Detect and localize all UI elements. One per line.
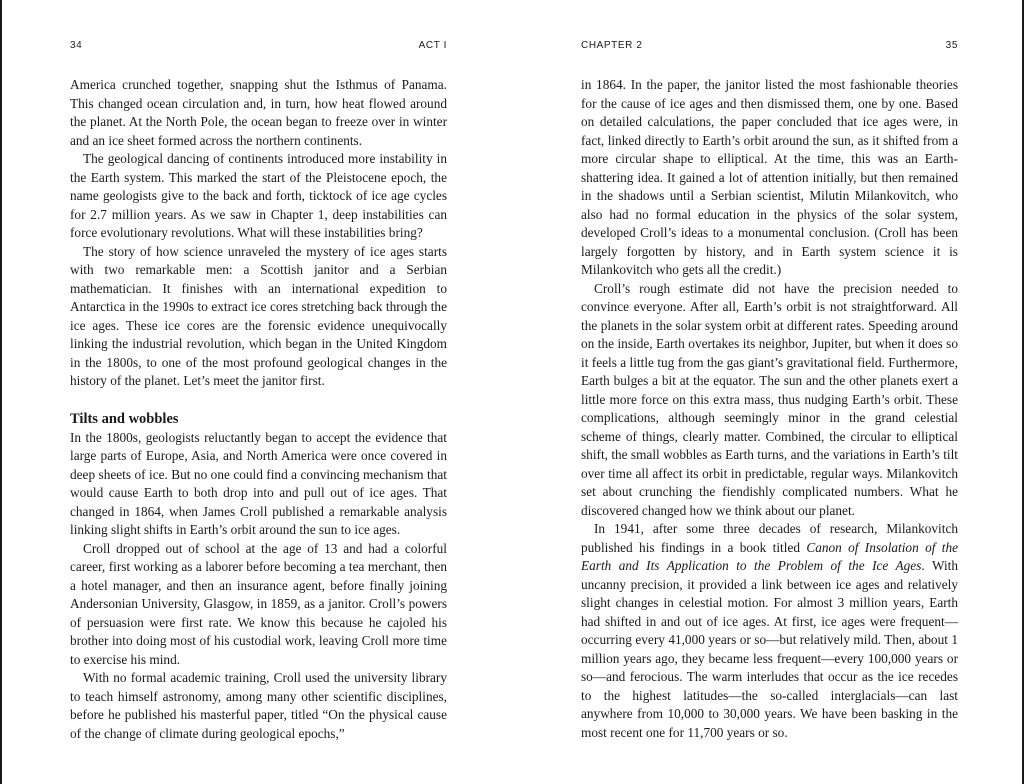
- right-page: [581, 0, 958, 784]
- left-running-head: [70, 40, 447, 54]
- section-heading: Tilts and wobbles: [70, 410, 179, 427]
- paragraph: America crunched together, snapping shut the Isthmus of Panama. This changed ocean circulation and, in turn, how heat flowed around the planet. At the North Pole, the ocean began to freeze over in winter and an ice sheet formed across the northern continents.: [70, 77, 447, 148]
- page-number-left: 34: [70, 40, 83, 51]
- paragraph: With no formal academic training, Croll used the university library to teach himself astronomy, among many other scientific disciplines, before he published his masterful paper, titled “On the physical cause of the change of climate during geological epochs,”: [70, 670, 447, 741]
- running-head-act: ACT I: [418, 40, 447, 51]
- page-number-right: 35: [945, 40, 958, 51]
- paragraph: Croll’s rough estimate did not have the precision needed to convince everyone. After all, Earth’s orbit is not straightforward. All the planets in the solar system orbit at different rates. Speeding around on the inside, Earth overtakes its neighbor, Jupiter, but when it does so it feels a little tug from the gas giant’s gravitational field. Furthermore, Earth bulges a bit at the equator. The sun and the other planets exert a little more force on this extra mass, thus nudging Earth’s orbit. These complications, although seemingly minor in the grand celestial scheme of things, clearly matter. Combined, the circular to elliptical shift, the small wobbles as Earth turns, and the variations in Earth’s tilt over time all affect its orbit in predictable, regular ways. Milankovitch set about crunching the fiendishly complicated numbers. What he discovered changed how we think about our planet.: [581, 280, 958, 518]
- paragraph: The geological dancing of continents introduced more instability in the Earth system. This marked the start of the Pleistocene epoch, the name geologists give to the back and forth, ticktock of ice age cycles for 2.7 million years. As we saw in Chapter 1, deep instabilities can force evolutionary revolutions. What will these instabilities bring?: [70, 151, 447, 240]
- paragraph: Croll dropped out of school at the age of 13 and had a colorful career, first working as a laborer before becoming a tea merchant, then a hotel manager, and then an insurance agent, before finally joining Andersonian University, Glasgow, in 1859, as a janitor. Croll’s powers of persuasion were first rate. We know this because he cajoled his brother into doing most of his custodial work, leaving Croll more time to exercise his mind.: [70, 540, 447, 667]
- right-page-body: [581, 76, 958, 742]
- paragraph: in 1864. In the paper, the janitor listed the most fashionable theories for the cause of ice ages and then dismissed them, one by one. Based on detailed calculations, the paper concluded that ice ages were, in fact, linked directly to Earth’s orbit around the sun, as it shifted from a more circular shape to elliptical. At the time, this was an Earth-shattering idea. It gained a lot of attention initially, but then remained in the shadows until a Serbian scientist, Milutin Milankovitch, who also had no formal education in the physics of the solar system, developed Croll’s ideas to a monumental conclusion. (Croll has been largely forgotten by history, and in Earth system science it is Milankovitch who gets all the credit.): [581, 77, 958, 277]
- paragraph: The story of how science unraveled the mystery of ice ages starts with two remarkable men: a Scottish janitor and a Serbian mathematician. It finishes with an international expedition to Antarctica in the 1990s to extract ice cores stretching back through the ice ages. These ice cores are the forensic evidence unequivocally linking the industrial revolution, which began in the United Kingdom in the 1800s, to one of the most profound geological changes in the history of the planet. Let’s meet the janitor first.: [70, 243, 447, 388]
- left-page: [70, 0, 447, 784]
- paragraph-text: . With uncanny precision, it provided a link between ice ages and relatively slight changes in celestial motion. For almost 3 million years, Earth had shifted in and out of ice ages. At first, ice ages were frequent—occurring every 41,000 years or so—but relatively mild. Then, about 1 million years ago, they became less frequent—every 100,000 years or so—and ferocious. The warm interludes that occur as the ice recedes to the highest latitudes—the so-called interglacials—can last anywhere from 10,000 to 30,000 years. We have been basking in the most recent one for 11,700 years or so.: [581, 558, 959, 740]
- running-head-chapter: CHAPTER 2: [581, 40, 643, 51]
- right-running-head: [581, 40, 958, 54]
- book-title: Canon of Insolation of the Earth and Its Application to the Problem of the Ice Ages: [581, 539, 958, 573]
- paragraph: [581, 520, 958, 742]
- left-page-body: [70, 76, 447, 743]
- paragraph: In the 1800s, geologists reluctantly began to accept the evidence that large parts of Europe, Asia, and North America were once covered in deep sheets of ice. But no one could find a convincing mechanism that would cause Earth to both drop into and pull out of ice ages. That changed in 1864, when James Croll published a remarkable analysis linking slight shifts in Earth’s orbit around the sun to ice ages.: [70, 429, 447, 537]
- paragraph-text: In 1941, after some three decades of research, Milankovitch published his findings in a book titled: [581, 521, 958, 555]
